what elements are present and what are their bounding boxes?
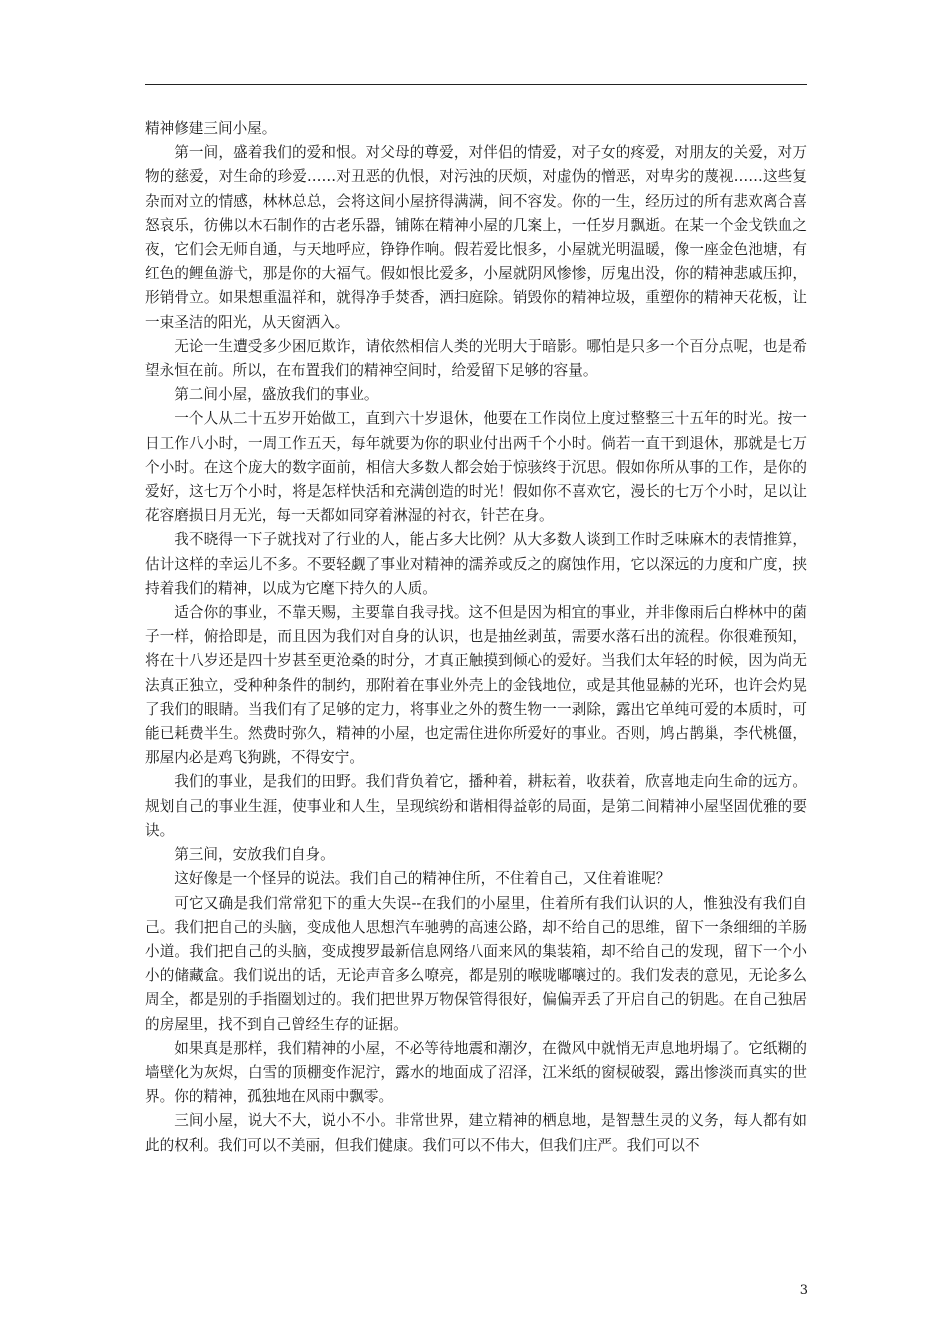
paragraph: 如果真是那样，我们精神的小屋，不必等待地震和潮汐，在微风中就悄无声息地坍塌了。它纸糊的墙壁化为灰烬，白雪的顶棚变作泥泞，露水的地面成了沼泽，江米纸的窗棂破裂，露出惨淡而真实的世界。你的精神，孤独地在风雨中飘零。: [145, 1039, 807, 1106]
document-body: [145, 117, 807, 1158]
paragraph: 我不晓得一下子就找对了行业的人，能占多大比例？从大多数人谈到工作时乏味麻木的表情推算，估计这样的幸运儿不多。不要轻觑了事业对精神的濡养或反之的腐蚀作用，它以深远的力度和广度，挟持着我们的精神，以成为它麾下持久的人质。: [145, 531, 807, 597]
paragraph: 第二间小屋，盛放我们的事业。: [174, 386, 379, 404]
page-number: 3: [799, 1283, 808, 1298]
paragraph: 我们的事业，是我们的田野。我们背负着它，播种着，耕耘着，收获着，欣喜地走向生命的远方。规划自己的事业生涯，使事业和人生，呈现缤纷和谐相得益彰的局面，是第二间精神小屋坚固优雅的要诀。: [145, 773, 807, 839]
paragraph: 这好像是一个怪异的说法。我们自己的精神住所，不住着自己，又住着谁呢？: [174, 870, 671, 888]
paragraph: 可它又确是我们常常犯下的重大失误--在我们的小屋里，住着所有我们认识的人，惟独没有我们自己。我们把自己的头脑，变成他人思想汽车驰骋的高速公路，却不给自己的思维，留下一条细细的羊肠小道。我们把自己的头脑，变成搜罗最新信息网络八面来风的集装箱，却不给自己的发现，留下一个小小的储藏盒。我们说出的话，无论声音多么嘹亮，都是别的喉咙嘟嚷过的。我们发表的意见，无论多么周全，都是别的手指圈划过的。我们把世界万物保管得很好，偏偏弄丢了开启自己的钥匙。在自己独居的房屋里，找不到自己曾经生存的证据。: [145, 894, 807, 1033]
paragraph: 精神修建三间小屋。: [145, 120, 277, 137]
paragraph: 适合你的事业，不靠天赐，主要靠自我寻找。这不但是因为相宜的事业，并非像雨后白桦林中的菌子一样，俯拾即是，而且因为我们对自身的认识，也是抽丝剥茧，需要水落石出的流程。你很难预知，将在十八岁还是四十岁甚至更沧桑的时分，才真正触摸到倾心的爱好。当我们太年轻的时候，因为尚无法真正独立，受种种条件的制约，那附着在事业外壳上的金钱地位，或是其他显赫的光环，也许会灼晃了我们的眼睛。当我们有了足够的定力，将事业之外的赘生物一一剥除，露出它单纯可爱的本质时，可能已耗费半生。然费时弥久，精神的小屋，也定需住进你所爱好的事业。否则，鸠占鹊巢，李代桃僵，那屋内必是鸡飞狗跳，不得安宁。: [145, 604, 807, 767]
paragraph: 三间小屋，说大不大，说小不小。非常世界，建立精神的栖息地，是智慧生灵的义务，每人都有如此的权利。我们可以不美丽，但我们健康。我们可以不伟大，但我们庄严。我们可以不: [145, 1112, 807, 1154]
paragraph: 第一间，盛着我们的爱和恨。对父母的尊爱，对伴侣的情爱，对子女的疼爱，对朋友的关爱，对万物的慈爱，对生命的珍爱……对丑恶的仇恨，对污浊的厌烦，对虚伪的憎恶，对卑劣的蔑视……这些复杂而对立的情感，林林总总，会将这间小屋挤得满满，间不容发。你的一生，经历过的所有悲欢离合喜怒哀乐，彷佛以木石制作的古老乐器，铺陈在精神小屋的几案上，一任岁月飘逝。在某一个金戈铁血之夜，它们会无师自通，与天地呼应，铮铮作响。假若爱比恨多，小屋就光明温暖，像一座金色池塘，有红色的鲤鱼游弋，那是你的大福气。假如恨比爱多，小屋就阴风惨惨，厉鬼出没，你的精神悲戚压抑，形销骨立。如果想重温祥和，就得净手焚香，洒扫庭除。销毁你的精神垃圾，重塑你的精神天花板，让一束圣洁的阳光，从天窗洒入。: [145, 144, 807, 331]
paragraph: 一个人从二十五岁开始做工，直到六十岁退休，他要在工作岗位上度过整整三十五年的时光。按一日工作八小时，一周工作五天，每年就要为你的职业付出两千个小时。倘若一直干到退休，那就是七万个小时。在这个庞大的数字面前，相信大多数人都会始于惊骇终于沉思。假如你所从事的工作，是你的爱好，这七万个小时，将是怎样快活和充满创造的时光！假如你不喜欢它，漫长的七万个小时，足以让花容磨损日月无光，每一天都如同穿着淋湿的衬衣，针芒在身。: [145, 410, 807, 525]
paragraph: 无论一生遭受多少困厄欺诈，请依然相信人类的光明大于暗影。哪怕是只多一个百分点呢，也是希望永恒在前。所以，在布置我们的精神空间时，给爱留下足够的容量。: [145, 337, 807, 380]
header-rule: [145, 84, 807, 85]
paragraph: 第三间，安放我们自身。: [174, 846, 335, 864]
